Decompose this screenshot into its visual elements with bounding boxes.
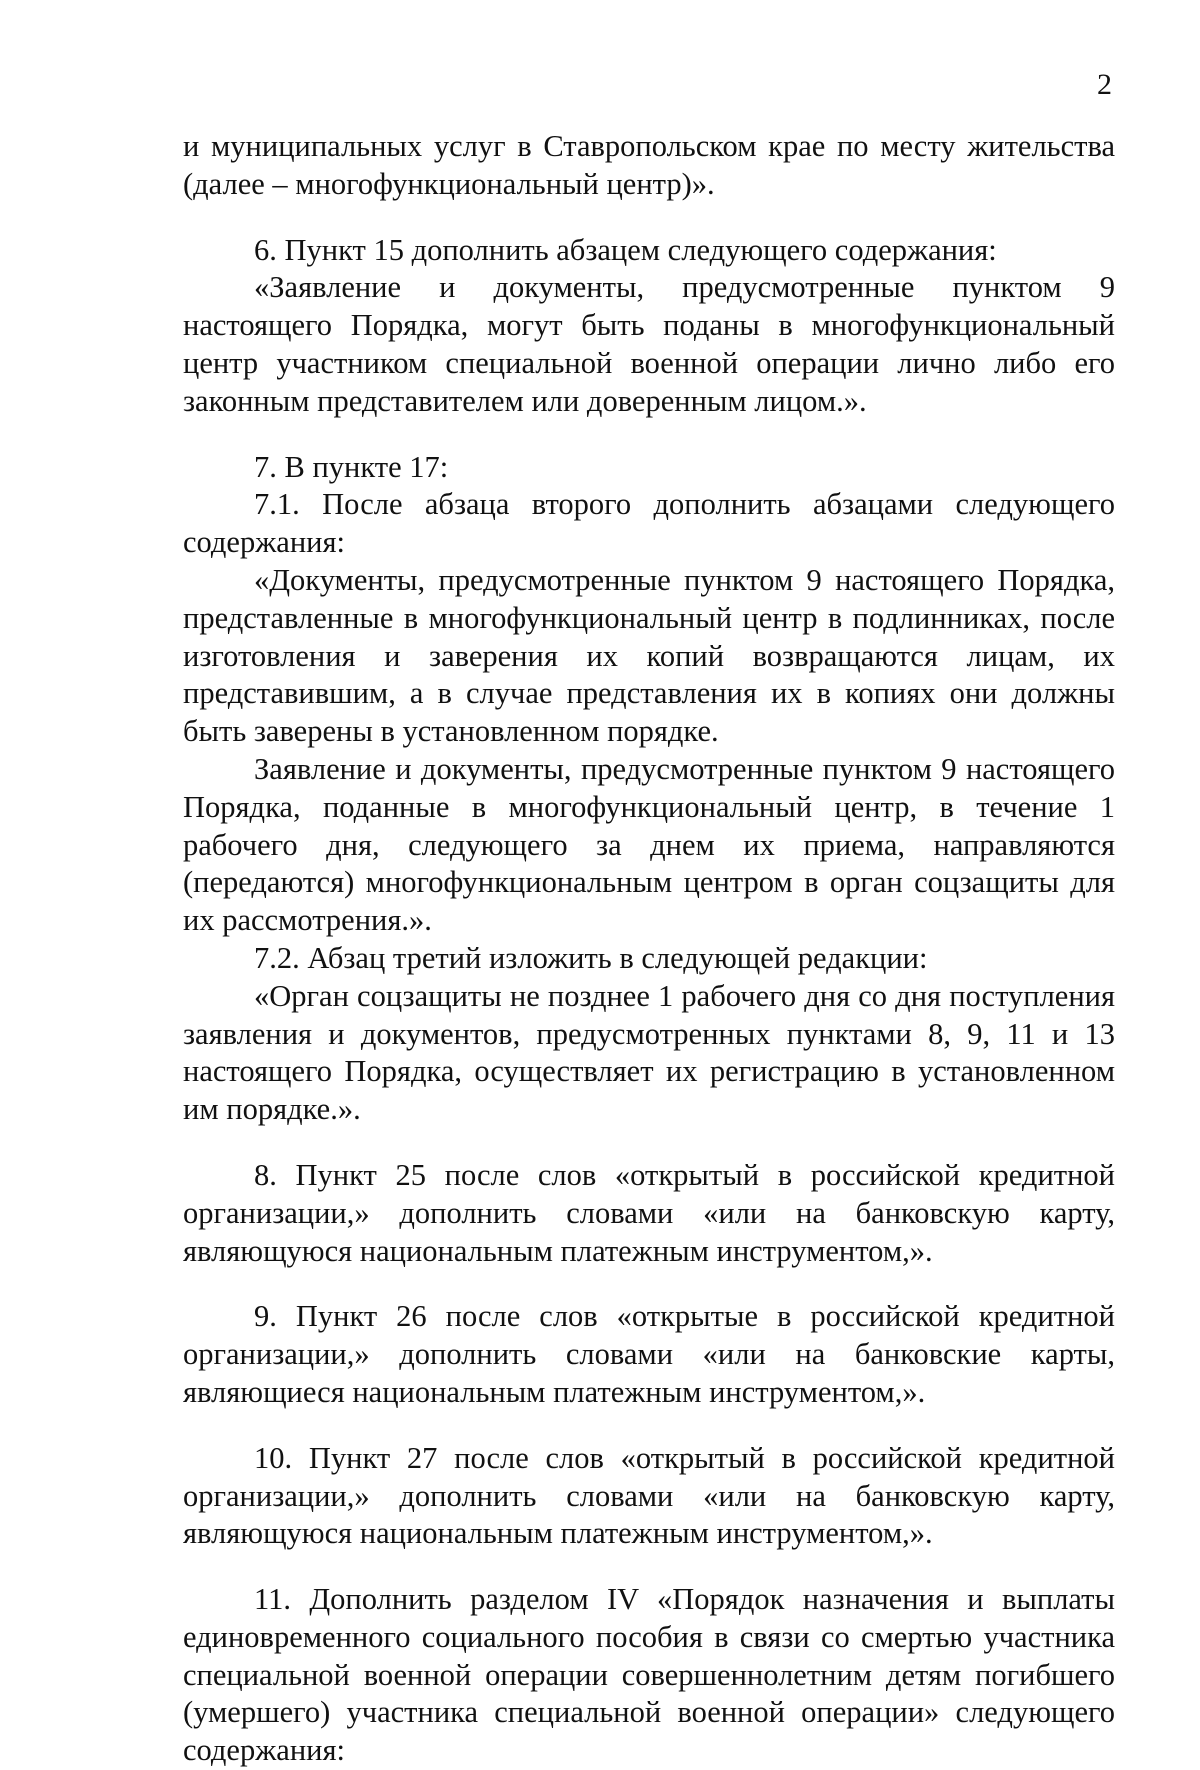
- paragraph-item-8: 8. Пункт 25 после слов «открытый в российской кредитной организации,» дополнить словами «или на банковскую карту, являющуюся национальным платежным инструментом,».: [183, 1157, 1115, 1268]
- paragraph-item-11: 11. Дополнить разделом IV «Порядок назначения и выплаты единовременного социального пособия в связи со смертью участника специальной военной операции совершеннолетним детям погибшего (умершего) участника специальной военной операции» следующего содержания:: [183, 1582, 1115, 1768]
- page-number: 2: [1097, 68, 1112, 101]
- paragraph-gap: [183, 1270, 1115, 1298]
- document-body: [183, 128, 1115, 1770]
- paragraph-item-6-quote: «Заявление и документы, предусмотренные пунктом 9 настоящего Порядка, могут быть поданы в многофункциональный центр участником специальной военной операции лично либо его законным представителем или доверенным лицом.».: [183, 270, 1115, 418]
- paragraph-item-9: 9. Пункт 26 после слов «открытые в российской кредитной организации,» дополнить словами «или на банковские карты, являющиеся национальным платежным инструментом,».: [183, 1299, 1115, 1409]
- paragraph-item-7-1-quote-b: Заявление и документы, предусмотренные пунктом 9 настоящего Порядка, поданные в многофункциональный центр, в течение 1 рабочего дня, следующего за днем их приема, направляются (передаются) многофункциональным центром в орган соцзащиты для их рассмотрения.».: [183, 751, 1115, 938]
- paragraph-item-6: 6. Пункт 15 дополнить абзацем следующего содержания:: [254, 232, 997, 267]
- paragraph-gap: [183, 1412, 1115, 1440]
- paragraph-gap: [183, 421, 1115, 449]
- paragraph-gap: [183, 204, 1115, 232]
- paragraph-item-7: 7. В пункте 17:: [254, 449, 449, 484]
- paragraph-gap: [183, 1129, 1115, 1157]
- paragraph-item-7-2: 7.2. Абзац третий изложить в следующей редакции:: [254, 940, 928, 975]
- paragraph-item-10: 10. Пункт 27 после слов «открытый в российской кредитной организации,» дополнить словами «или на банковскую карту, являющуюся национальным платежным инструментом,».: [183, 1440, 1115, 1551]
- paragraph-gap: [183, 1553, 1115, 1581]
- paragraph-continuation: и муниципальных услуг в Ставропольском крае по месту жительства (далее – многофункциональный центр)».: [183, 129, 1115, 201]
- paragraph-item-7-1: 7.1. После абзаца второго дополнить абзацами следующего содержания:: [183, 487, 1115, 560]
- paragraph-item-7-1-quote-a: «Документы, предусмотренные пунктом 9 настоящего Порядка, представленные в многофункциональный центр в подлинниках, после изготовления и заверения их копий возвращаются лицам, их представившим, а в случае представления их в копиях они должны быть заверены в установленном порядке.: [183, 562, 1115, 749]
- paragraph-item-7-2-quote: «Орган соцзащиты не позднее 1 рабочего дня со дня поступления заявления и документов, предусмотренных пунктами 8, 9, 11 и 13 настоящего Порядка, осуществляет их регистрацию в установленном им порядке.».: [183, 978, 1115, 1127]
